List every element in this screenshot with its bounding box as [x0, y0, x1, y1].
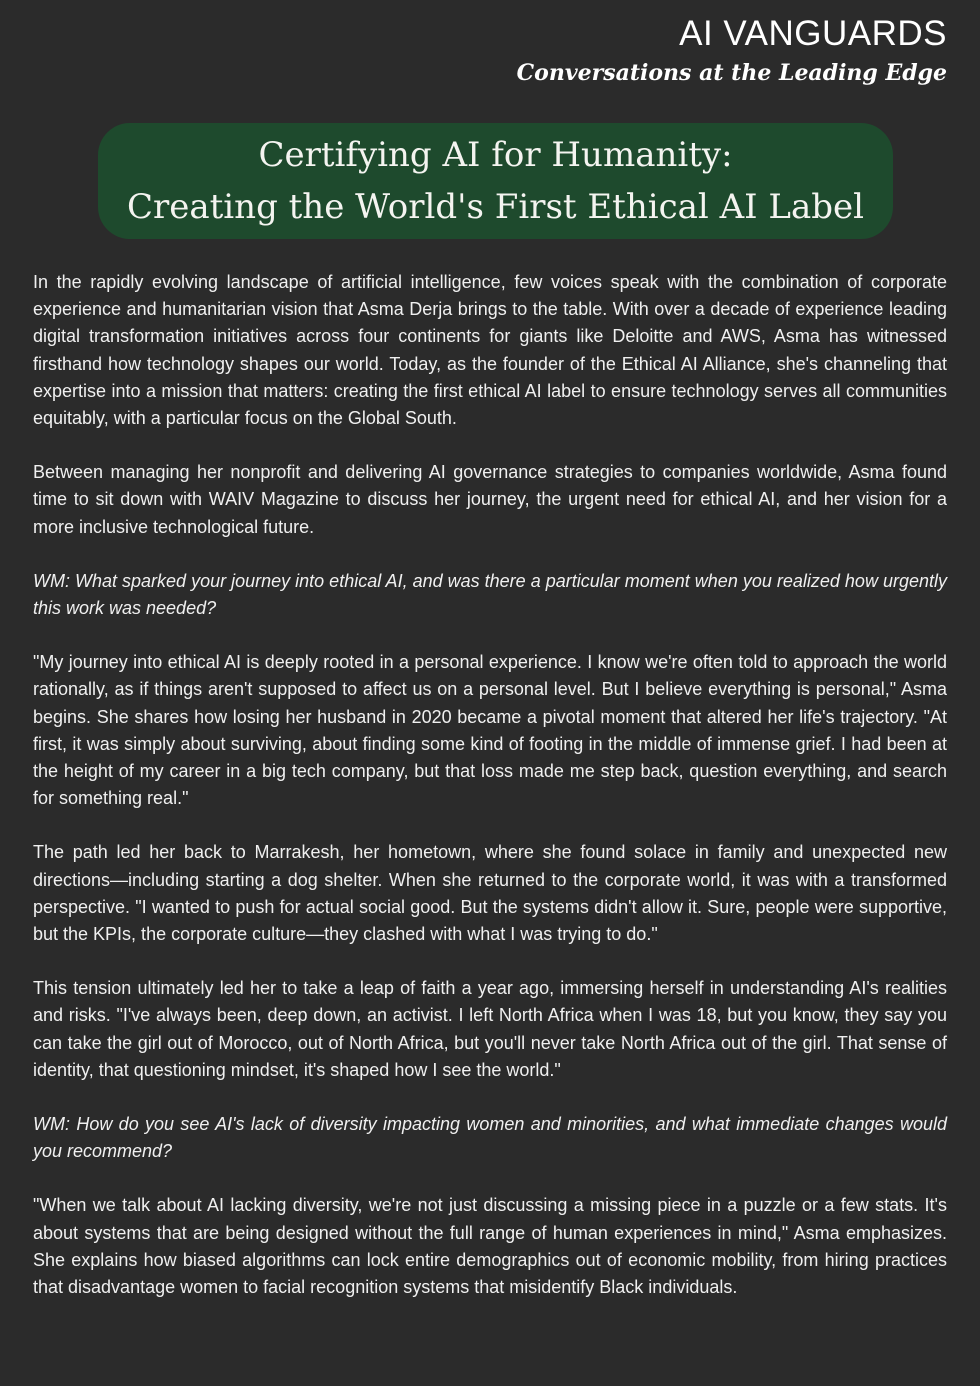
article-body	[33, 269, 947, 1328]
article-paragraph: Between managing her nonprofit and delivering AI governance strategies to companies worldwide, Asma found time to sit down with WAIV Magazine to discuss her journey, the urgent need for ethical AI, and her vision for a more inclusive technological future.	[33, 462, 947, 537]
headline-line-2: Creating the World's First Ethical AI Label	[126, 187, 865, 227]
masthead-title: AI VANGUARDS	[679, 14, 947, 53]
masthead	[517, 14, 947, 90]
article-paragraph: This tension ultimately led her to take a leap of faith a year ago, immersing herself in understanding AI's realities and risks. "I've always been, deep down, an activist. I left North Africa when I was 18, but you know, they say you can take the girl out of Morocco, out of North Africa, but you'll never take North Africa out of the girl. That sense of identity, that questioning mindset, it's shaped how I see the world."	[33, 978, 947, 1080]
interview-question: WM: How do you see AI's lack of diversity impacting women and minorities, and what immediate changes would you recommend?	[33, 1114, 947, 1162]
interview-question: WM: What sparked your journey into ethical AI, and was there a particular moment when you realized how urgently this work was needed?	[33, 570, 947, 619]
masthead-subtitle: Conversations at the Leading Edge	[516, 60, 947, 86]
article-paragraph: The path led her back to Marrakesh, her hometown, where she found solace in family and unexpected new directions—including starting a dog shelter. When she returned to the corporate world, it was with a transformed perspective. "I wanted to push for actual social good. But the systems didn't allow it. Sure, people were supportive, but the KPIs, the corporate culture—they clashed with what I was trying to do."	[33, 842, 947, 945]
article-paragraph: "When we talk about AI lacking diversity, we're not just discussing a missing piece in a puzzle or a few stats. It's about systems that are being designed without the full range of human experiences in mind," Asma emphasizes. She explains how biased algorithms can lock entire demographics out of economic mobility, from hiring practices that disadvantage women to facial recognition systems that misidentify Black individuals.	[33, 1195, 947, 1298]
article-paragraph: "My journey into ethical AI is deeply rooted in a personal experience. I know we're often told to approach the world rationally, as if things aren't supposed to affect us on a personal level. But I believe everything is personal," Asma begins. She shares how losing her husband in 2020 became a pivotal moment that altered her life's trajectory. "At first, it was simply about surviving, about finding some kind of footing in the middle of immense grief. I had been at the height of my career in a big tech company, but that loss made me step back, question everything, and search for something real."	[33, 652, 947, 809]
article-paragraph: In the rapidly evolving landscape of artificial intelligence, few voices speak with the combination of corporate experience and humanitarian vision that Asma Derja brings to the table. With over a decade of experience leading digital transformation initiatives across four continents for giants like Deloitte and AWS, Asma has witnessed firsthand how technology shapes our world. Today, as the founder of the Ethical AI Alliance, she's channeling that expertise into a mission that matters: creating the first ethical AI label to ensure technology serves all communities equitably, with a particular focus on the Global South.	[33, 272, 947, 429]
headline-banner	[98, 123, 893, 239]
headline-line-1: Certifying AI for Humanity:	[258, 135, 733, 175]
